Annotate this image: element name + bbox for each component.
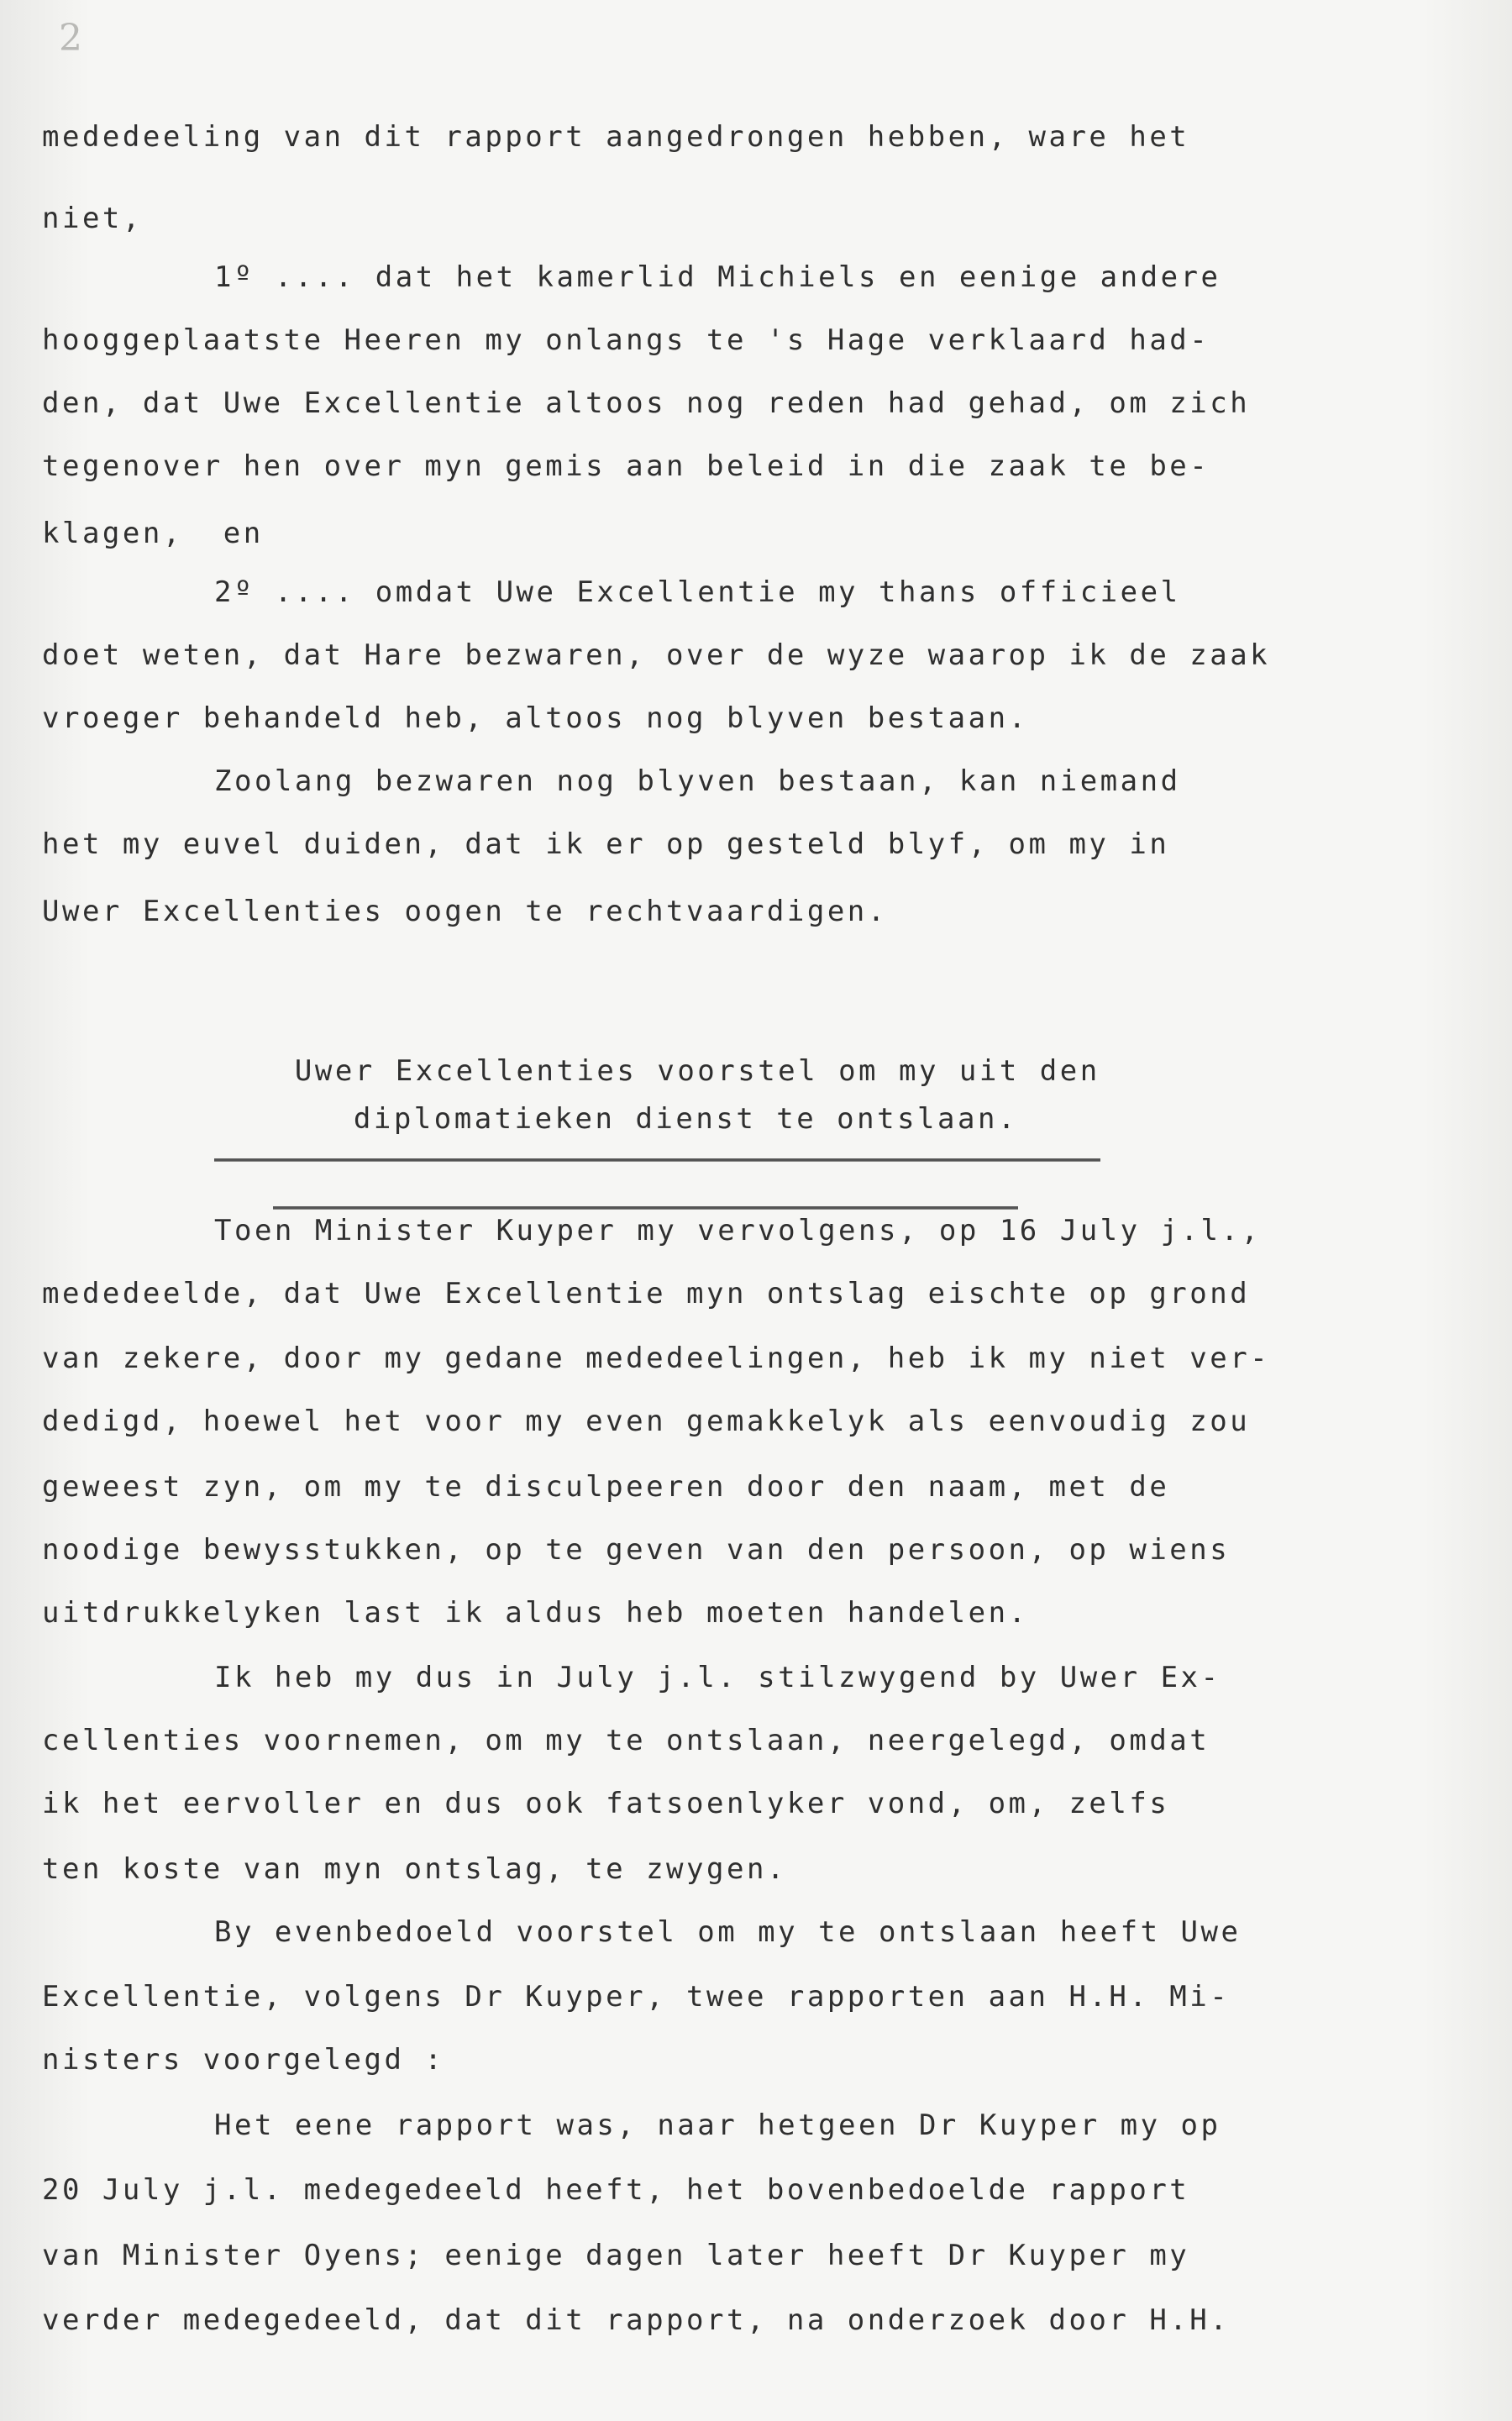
text-line: van Minister Oyens; eenige dagen later heeft Dr Kuyper my: [42, 2239, 1190, 2272]
text-line: Het eene rapport was, naar hetgeen Dr Kuyper my op: [214, 2109, 1221, 2142]
text-line: mededeeling van dit rapport aangedrongen hebben, ware het: [42, 120, 1190, 154]
text-line: vroeger behandeld heb, altoos nog blyven bestaan.: [42, 701, 1029, 735]
text-line: Excellentie, volgens Dr Kuyper, twee rapporten aan H.H. Mi-: [42, 1980, 1231, 2014]
text-line: van zekere, door my gedane mededeelingen, heb ik my niet ver-: [42, 1342, 1271, 1375]
text-line: Zoolang bezwaren nog blyven bestaan, kan niemand: [214, 764, 1181, 798]
section-heading-line-2: [273, 1069, 1018, 1203]
text-line: tegenover hen over myn gemis aan beleid in die zaak te be-: [42, 449, 1210, 483]
text-line: By evenbedoeld voorstel om my te ontslaan heeft Uwe: [214, 1915, 1242, 1949]
text-line: Toen Minister Kuyper my vervolgens, op 16 July j.l.,: [214, 1214, 1262, 1247]
heading-underline: [273, 1206, 1018, 1210]
text-line: Uwer Excellenties oogen te rechtvaardigen.: [42, 895, 888, 928]
text-line: verder medegedeeld, dat dit rapport, na onderzoek door H.H.: [42, 2303, 1231, 2337]
text-line: geweest zyn, om my te disculpeeren door den naam, met de: [42, 1470, 1170, 1504]
text-line: cellenties voornemen, om my te ontslaan, neergelegd, omdat: [42, 1724, 1210, 1757]
text-line: den, dat Uwe Excellentie altoos nog reden had gehad, om zich: [42, 386, 1251, 420]
text-line: 1º .... dat het kamerlid Michiels en eenige andere: [214, 260, 1221, 294]
text-line: ten koste van myn ontslag, te zwygen.: [42, 1852, 787, 1886]
text-line: 2º .... omdat Uwe Excellentie my thans officieel: [214, 575, 1181, 609]
text-line: 20 July j.l. medegedeeld heeft, het bovenbedoelde rapport: [42, 2173, 1190, 2207]
text-line: hooggeplaatste Heeren my onlangs te 's Hage verklaard had-: [42, 323, 1210, 357]
heading-text: diplomatieken dienst te ontslaan.: [353, 1102, 1018, 1136]
text-line: mededeelde, dat Uwe Excellentie myn ontslag eischte op grond: [42, 1277, 1251, 1310]
text-line: nisters voorgelegd :: [42, 2043, 445, 2077]
text-line: Ik heb my dus in July j.l. stilzwygend by Uwer Ex-: [214, 1661, 1221, 1694]
text-line: dedigd, hoewel het voor my even gemakkelyk als eenvoudig zou: [42, 1405, 1251, 1438]
text-line: noodige bewysstukken, op te geven van den persoon, op wiens: [42, 1533, 1231, 1567]
text-line: uitdrukkelyken last ik aldus heb moeten handelen.: [42, 1596, 1029, 1630]
page-number: 2: [59, 17, 82, 60]
text-line: het my euvel duiden, dat ik er op gesteld blyf, om my in: [42, 827, 1170, 861]
heading-text: Uwer Excellenties voorstel om my uit den: [294, 1054, 1100, 1088]
text-line: ik het eervoller en dus ook fatsoenlyker vond, om, zelfs: [42, 1787, 1170, 1820]
text-line: klagen, en: [42, 517, 264, 550]
text-line: niet,: [42, 202, 143, 235]
text-line: doet weten, dat Hare bezwaren, over de wyze waarop ik de zaak: [42, 638, 1271, 672]
